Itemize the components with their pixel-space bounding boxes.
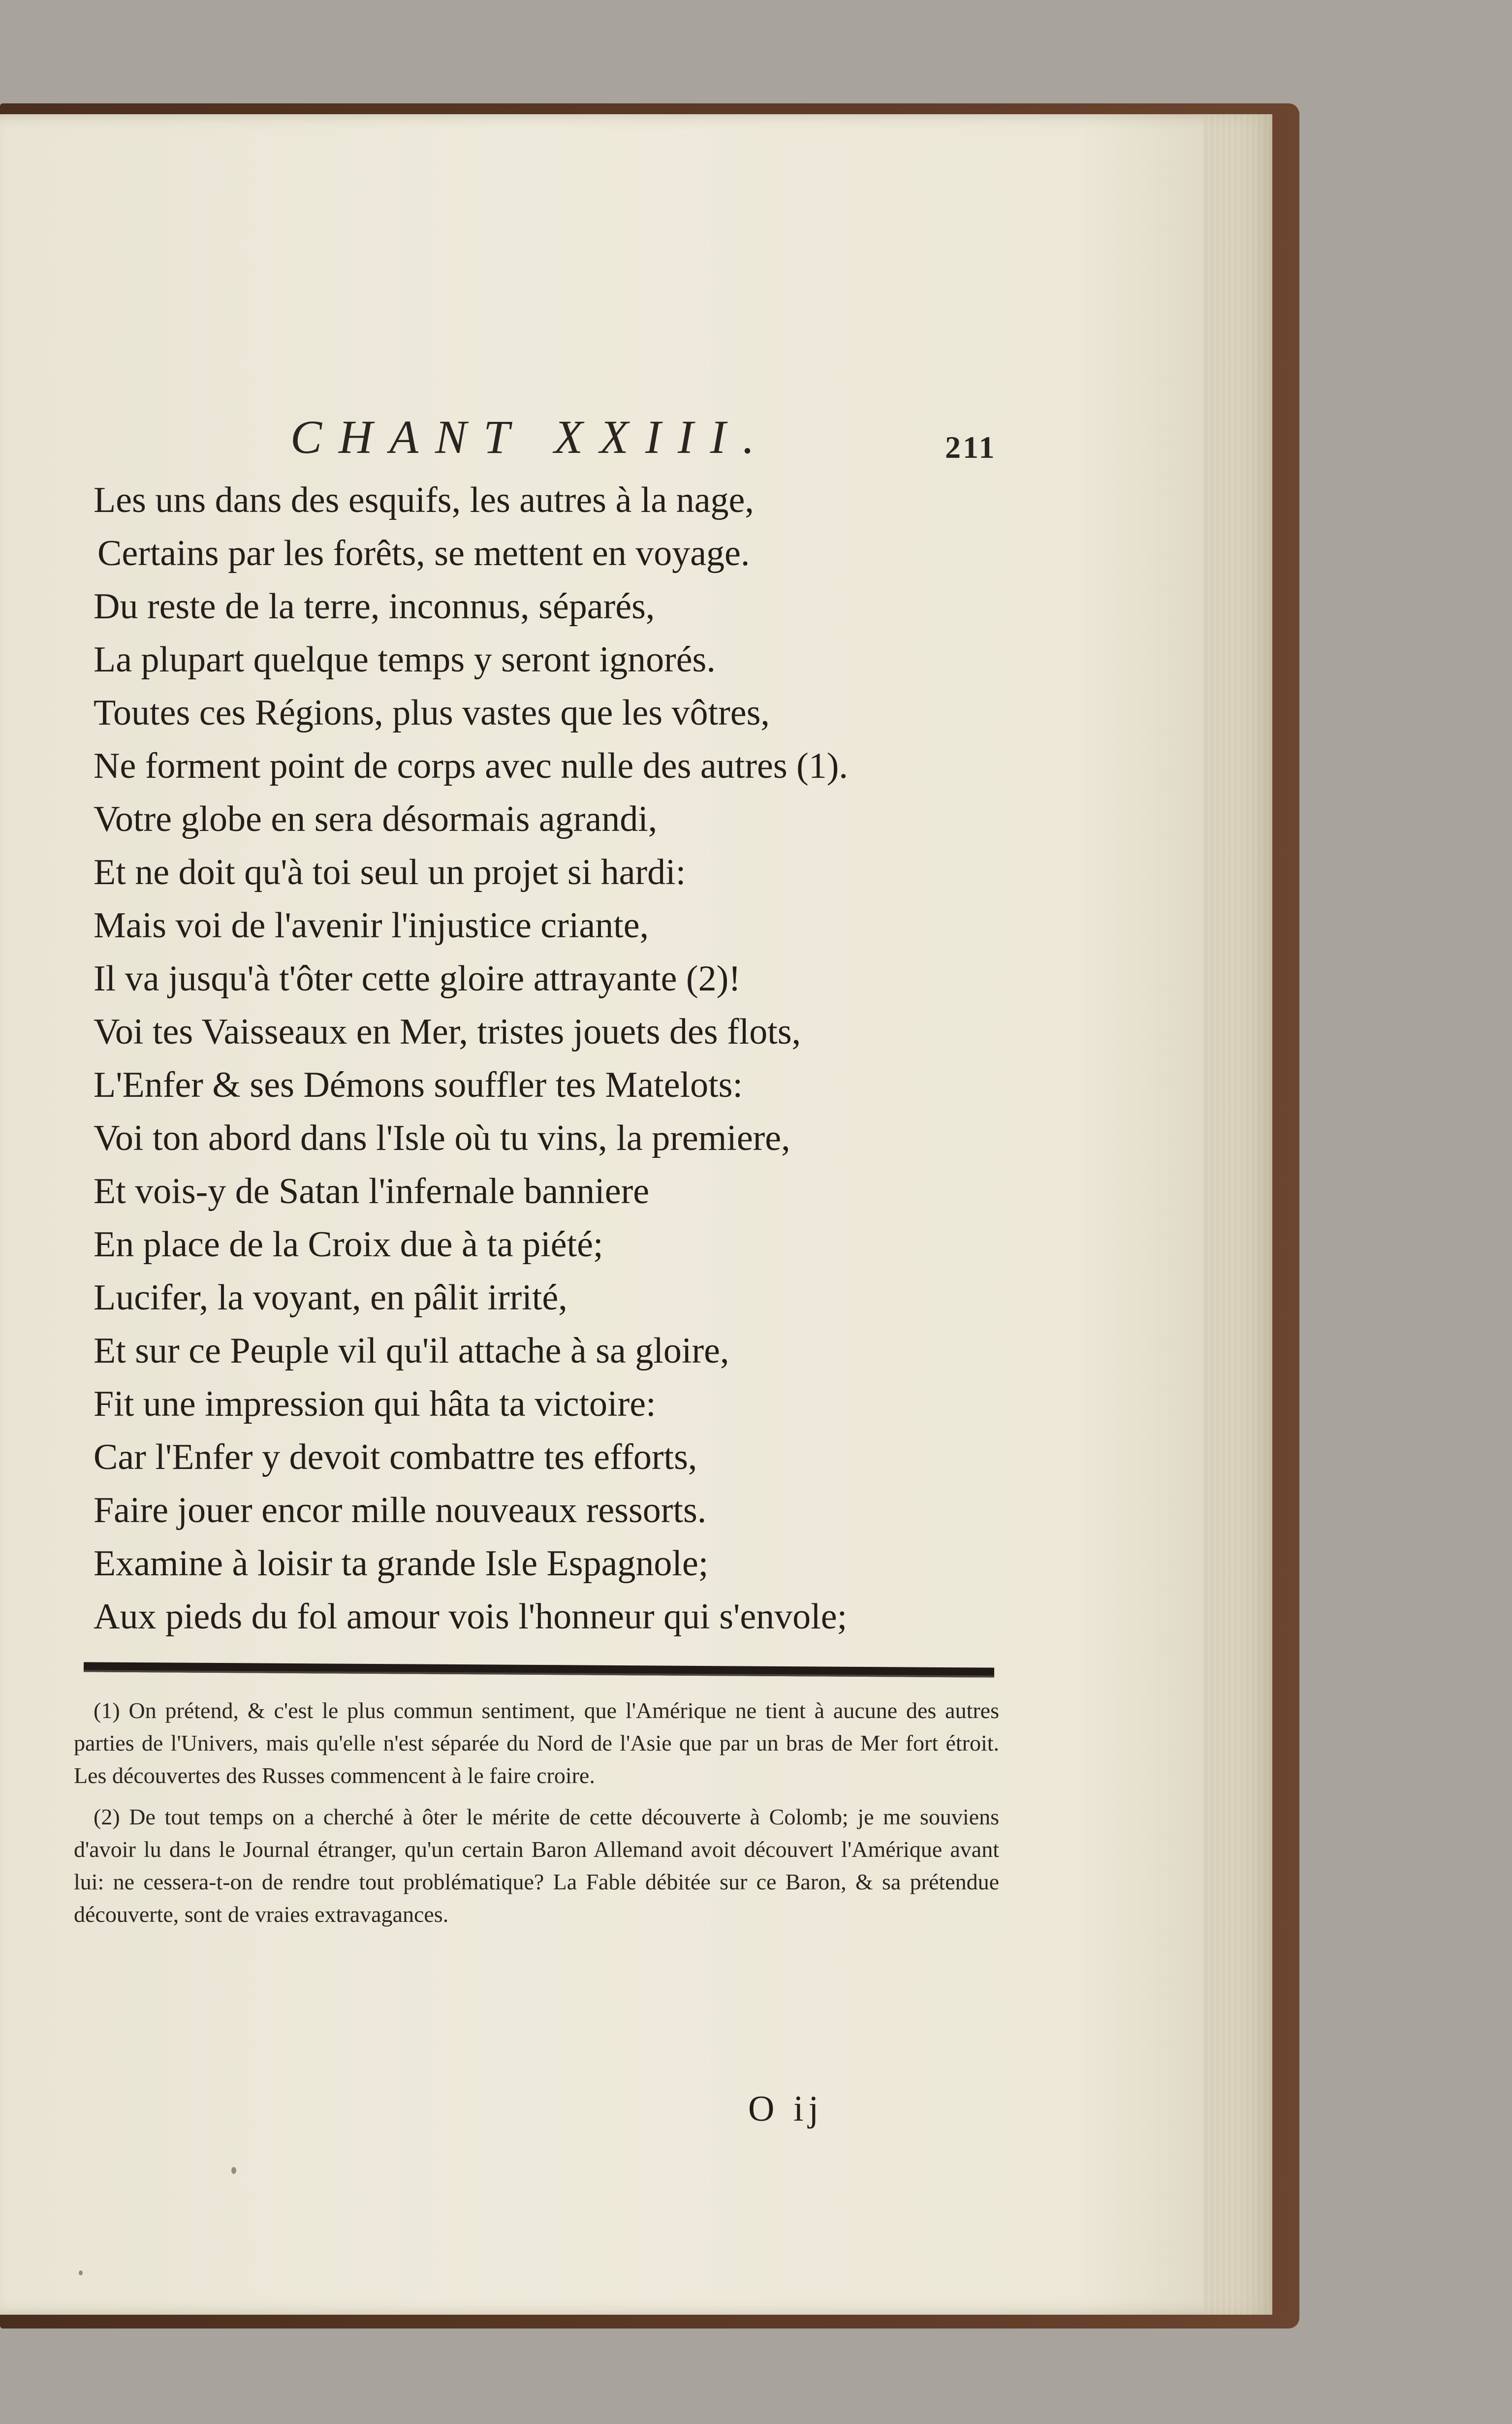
verse-line: Lucifer, la voyant, en pâlit irrité, [94,1277,567,1318]
verse-line: Et sur ce Peuple vil qu'il attache à sa gloire, [94,1331,729,1371]
verse-line: Et vois-y de Satan l'infernale banniere [94,1171,650,1212]
verse-line: Faire jouer encor mille nouveaux ressorts. [94,1490,707,1531]
verse-line: Voi ton abord dans l'Isle où tu vins, la premiere, [94,1118,790,1158]
verse-line: Mais voi de l'avenir l'injustice criante, [94,905,649,946]
verse-line: Examine à loisir ta grande Isle Espagnole; [94,1543,709,1584]
verse-line: Il va jusqu'à t'ôter cette gloire attrayante (2)! [94,958,741,999]
paper-speck [79,2270,83,2275]
footnote-1: (1) On prétend, & c'est le plus commun sentiment, que l'Amérique ne tient à aucune des autres parties de l'Univers, mais qu'elle n'est séparée du Nord de l'Asie que par un bras de Mer fort étroit. Les découvertes des Russes commencent à le faire croire. [74,1698,999,1788]
page-number: 211 [945,430,997,465]
verse-line: Voi tes Vaisseaux en Mer, tristes jouets des flots, [94,1012,801,1052]
footnote-divider [84,1662,994,1677]
verse-line: Et ne doit qu'à toi seul un projet si hardi: [94,852,686,893]
book-page [0,114,1272,2315]
footnotes [74,1694,999,1940]
verse-line: Ne forment point de corps avec nulle des autres (1). [94,746,848,786]
verse-line: La plupart quelque temps y seront ignorés. [94,639,716,680]
page-edge-shadow [1203,114,1272,2315]
verse-line: Fit une impression qui hâta ta victoire: [94,1384,656,1424]
running-head: CHANT XXIII. [290,411,771,463]
verse-line: Les uns dans des esquifs, les autres à la nage, [94,480,754,520]
verse-line: Aux pieds du fol amour vois l'honneur qui s'envole; [94,1596,848,1637]
verse-line: Car l'Enfer y devoit combattre tes efforts, [94,1437,697,1477]
verse-line: Toutes ces Régions, plus vastes que les vôtres, [94,693,770,733]
paper-speck [231,2167,236,2174]
verse-line: En place de la Croix due à ta piété; [94,1224,603,1265]
verse-block [94,474,1029,1643]
verse-line: Du reste de la terre, inconnus, séparés, [94,586,655,627]
verse-line: Certains par les forêts, se mettent en voyage. [97,533,750,574]
verse-line: L'Enfer & ses Démons souffler tes Matelots: [94,1065,743,1105]
signature-mark: O ij [748,2089,824,2129]
verse-line: Votre globe en sera désormais agrandi, [94,799,658,839]
footnote-2: (2) De tout temps on a cherché à ôter le mérite de cette découverte à Colomb; je me souviens d'avoir lu dans le Journal étranger, qu'un certain Baron Allemand avoit découvert l'Amérique avant lui: ne cessera-t-on de rendre tout problématique? La Fable débitée sur ce Baron, & sa prétendue découverte, sont de vraies extravagances. [74,1804,999,1927]
